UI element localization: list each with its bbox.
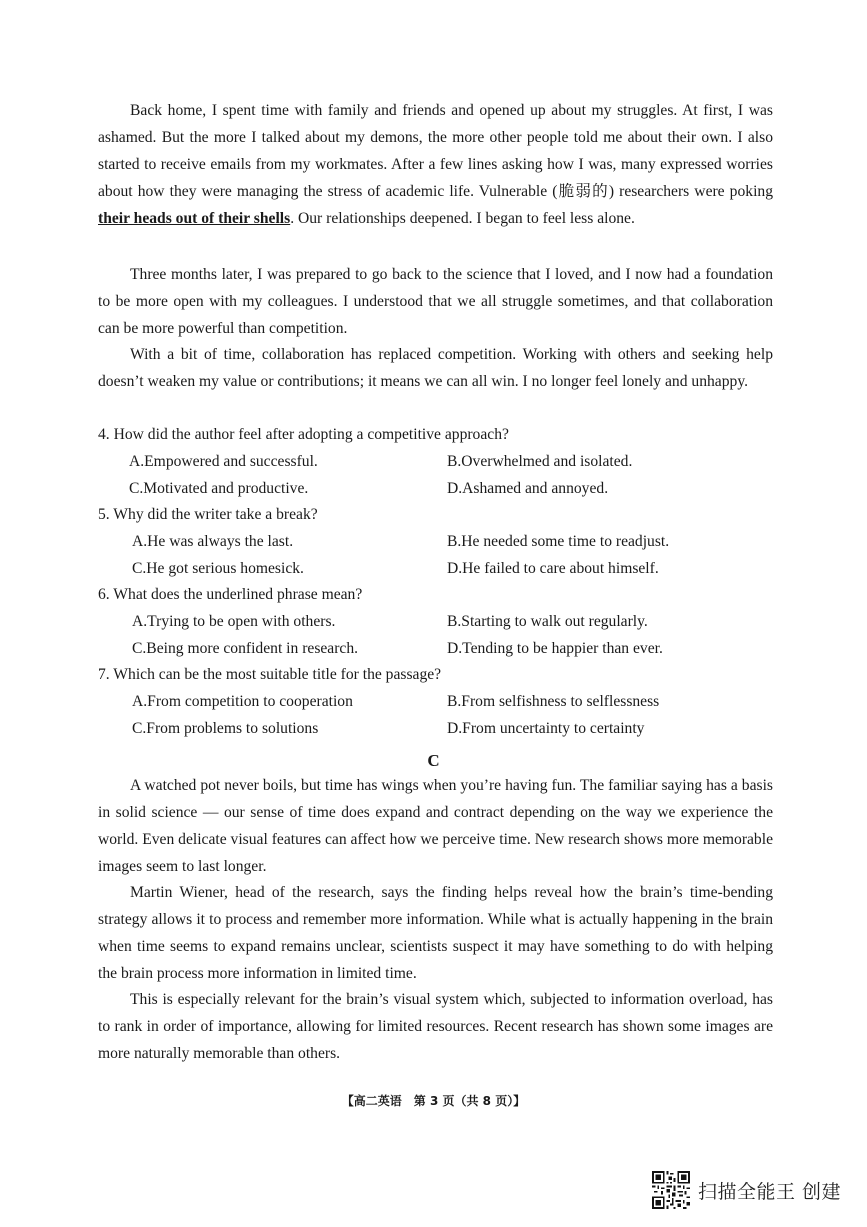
passage-c-paragraph-3	[98, 986, 773, 1067]
passage-b-paragraph-2	[98, 261, 773, 342]
question-7-option-d: D.From uncertainty to certainty	[447, 720, 645, 737]
passage-c-paragraph-1	[98, 772, 773, 880]
passage-b-paragraph-3	[98, 341, 773, 395]
question-7-stem: 7. Which can be the most suitable title for the passage?	[98, 666, 442, 683]
question-6-option-d: D.Tending to be happier than ever.	[447, 640, 663, 657]
qr-code-icon	[652, 1171, 690, 1209]
page-footer: 【高二英语 第 3 页（共 8 页）】	[341, 1094, 526, 1108]
c-paragraph-1-text: A watched pot never boils, but time has wings when you’re having fun. The familiar saying has a basis in solid science — our sense of time does expand and contract depending on the way we experience the world. Even delicate visual features can affect how we perceive time. New research shows more memorable images seem to last longer.	[98, 777, 773, 875]
watermark-text: 扫描全能王 创建	[698, 1180, 842, 1203]
underlined-phrase: their heads out of their shells	[98, 210, 291, 227]
question-7-option-c: C.From problems to solutions	[132, 720, 319, 737]
paragraph-1-text-after: . Our relationships deepened. I began to feel less alone.	[290, 210, 635, 227]
question-5-option-c: C.He got serious homesick.	[132, 560, 304, 577]
c-paragraph-2-text: Martin Wiener, head of the research, says the finding helps reveal how the brain’s time-bending strategy allows it to process and remember more information. While what is actually happening in the brain when time seems to expand remains unclear, scientists suspect it may have something to do with helping the brain process more information in limited time.	[98, 884, 773, 982]
section-c-heading: C	[427, 751, 440, 770]
question-6-option-b: B.Starting to walk out regularly.	[447, 613, 648, 630]
question-5-stem: 5. Why did the writer take a break?	[98, 506, 318, 523]
paragraph-2-text: Three months later, I was prepared to go back to the science that I loved, and I now had a foundation to be more open with my colleagues. I understood that we all struggle sometimes, and that collaboration can be more powerful than competition.	[98, 266, 773, 337]
question-6-option-a: A.Trying to be open with others.	[132, 613, 336, 630]
question-4-stem: 4. How did the author feel after adopting a competitive approach?	[98, 426, 509, 443]
question-5-option-d: D.He failed to care about himself.	[447, 560, 659, 577]
question-6-option-c: C.Being more confident in research.	[132, 640, 359, 657]
c-paragraph-3-text: This is especially relevant for the brain’s visual system which, subjected to information overload, has to rank in order of importance, allowing for limited resources. Recent research has shown some images are more naturally memorable than others.	[98, 991, 773, 1062]
paragraph-3-text: With a bit of time, collaboration has replaced competition. Working with others and seeking help doesn’t weaken my value or contributions; it means we can all win. I no longer feel lonely and unhappy.	[98, 346, 773, 390]
question-7-option-a: A.From competition to cooperation	[132, 693, 353, 710]
question-7-option-b: B.From selfishness to selflessness	[447, 693, 660, 710]
scanner-watermark	[652, 1170, 841, 1210]
question-4-option-d: D.Ashamed and annoyed.	[447, 480, 609, 497]
passage-c-paragraph-2	[98, 879, 773, 987]
passage-b-paragraph-1	[98, 97, 773, 232]
question-4-option-c: C.Motivated and productive.	[129, 480, 309, 497]
question-4-option-a: A.Empowered and successful.	[129, 453, 318, 470]
question-5-option-b: B.He needed some time to readjust.	[447, 533, 670, 550]
paragraph-1-text-before: Back home, I spent time with family and friends and opened up about my struggles. At first, I was ashamed. But the more I talked about my demons, the more other people told me about their own. I also started to receive emails from my workmates. After a few lines asking how I was, many expressed worries about how they were managing the stress of academic life. Vulnerable (脆弱的) researchers were poking	[98, 102, 773, 200]
question-4-option-b: B.Overwhelmed and isolated.	[447, 453, 633, 470]
question-6-stem: 6. What does the underlined phrase mean?	[98, 586, 363, 603]
question-5-option-a: A.He was always the last.	[132, 533, 294, 550]
